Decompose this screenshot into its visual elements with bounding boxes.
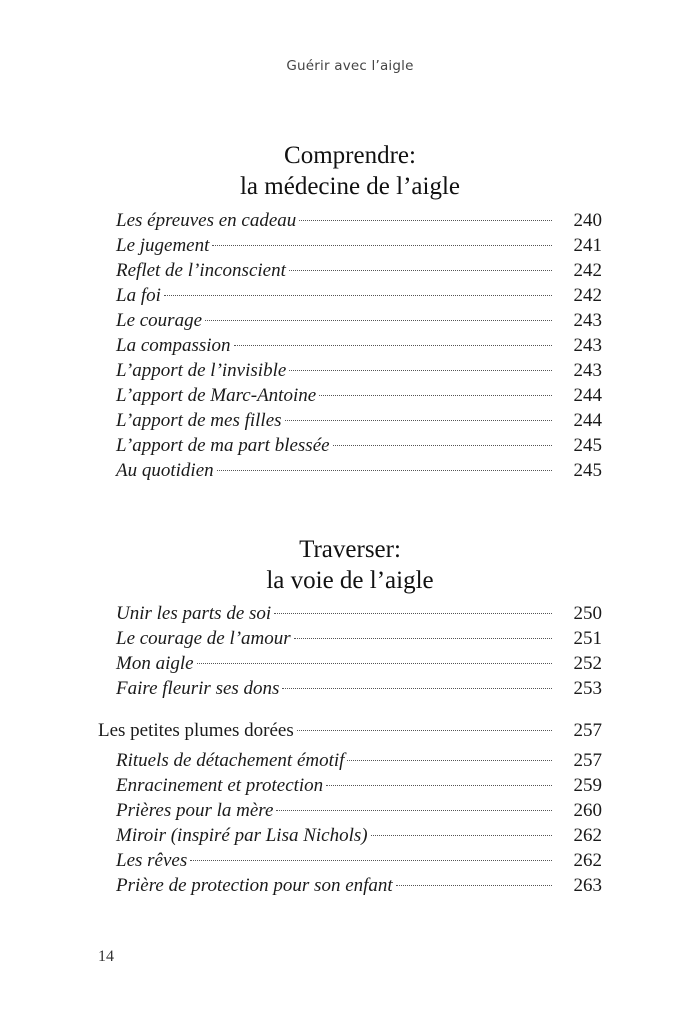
toc-entry-page: 240 xyxy=(573,210,602,231)
toc-entry-label: Les rêves xyxy=(116,850,188,871)
page-number: 14 xyxy=(98,948,114,965)
toc-entry[interactable] xyxy=(98,798,602,823)
toc-entry-label: Les épreuves en cadeau xyxy=(116,210,297,231)
section-title-line1: Traverser: xyxy=(299,536,401,563)
toc-entry-label: Les petites plumes dorées xyxy=(98,720,294,741)
toc-entry-page: 241 xyxy=(573,235,602,256)
toc-entry[interactable] xyxy=(98,358,602,383)
toc-entry[interactable] xyxy=(98,383,602,408)
toc-entry-label: Unir les parts de soi xyxy=(116,603,272,624)
toc-entry-page: 262 xyxy=(573,825,602,846)
toc-entry-page: 257 xyxy=(573,750,602,771)
toc-entry-page: 244 xyxy=(573,410,602,431)
toc-entry[interactable] xyxy=(98,433,602,458)
toc-list-comprendre xyxy=(98,208,602,483)
toc-list-traverser xyxy=(98,601,602,701)
toc-entry-label: L’apport de l’invisible xyxy=(116,360,287,381)
dot-leader xyxy=(164,295,552,296)
toc-entry[interactable] xyxy=(98,333,602,358)
section-title-line2: la médecine de l’aigle xyxy=(239,173,461,200)
dot-leader xyxy=(274,613,552,614)
toc-entry[interactable] xyxy=(98,258,602,283)
section-title-traverser xyxy=(0,534,700,596)
toc-entry-page: 262 xyxy=(573,850,602,871)
toc-entry[interactable] xyxy=(98,233,602,258)
toc-entry-page: 260 xyxy=(573,800,602,821)
toc-entry[interactable] xyxy=(98,748,602,773)
toc-entry-main[interactable] xyxy=(98,718,602,743)
dot-leader xyxy=(190,860,552,861)
toc-entry[interactable] xyxy=(98,208,602,233)
section-title-comprendre xyxy=(0,140,700,202)
toc-entry[interactable] xyxy=(98,308,602,333)
toc-entry[interactable] xyxy=(98,773,602,798)
toc-entry-page: 263 xyxy=(573,875,602,896)
toc-entry-label: La compassion xyxy=(116,335,231,356)
toc-entry[interactable] xyxy=(98,873,602,898)
dot-leader xyxy=(282,688,552,689)
toc-entry[interactable] xyxy=(98,626,602,651)
dot-leader xyxy=(289,270,552,271)
dot-leader xyxy=(205,320,552,321)
dot-leader xyxy=(371,835,552,836)
toc-entry[interactable] xyxy=(98,408,602,433)
toc-entry-page: 242 xyxy=(573,285,602,306)
dot-leader xyxy=(319,395,552,396)
toc-entry-page: 245 xyxy=(573,435,602,456)
toc-entry-label: Mon aigle xyxy=(116,653,194,674)
dot-leader xyxy=(294,638,552,639)
running-head: Guérir avec l’aigle xyxy=(286,58,414,74)
toc-entry-label: La foi xyxy=(116,285,161,306)
dot-leader xyxy=(212,245,552,246)
toc-entry-label: Le jugement xyxy=(116,235,210,256)
toc-entry-page: 245 xyxy=(573,460,602,481)
toc-entry-label: Reflet de l’inconscient xyxy=(116,260,286,281)
dot-leader xyxy=(217,470,552,471)
dot-leader xyxy=(326,785,552,786)
toc-entry-page: 253 xyxy=(573,678,602,699)
toc-entry[interactable] xyxy=(98,458,602,483)
dot-leader xyxy=(276,810,552,811)
toc-entry[interactable] xyxy=(98,823,602,848)
toc-entry[interactable] xyxy=(98,651,602,676)
toc-entry-page: 252 xyxy=(573,653,602,674)
toc-entry[interactable] xyxy=(98,848,602,873)
toc-entry-label: L’apport de mes filles xyxy=(116,410,282,431)
toc-entry-page: 244 xyxy=(573,385,602,406)
toc-entry-label: Prières pour la mère xyxy=(116,800,274,821)
dot-leader xyxy=(333,445,552,446)
toc-entry[interactable] xyxy=(98,676,602,701)
section-title-line2: la voie de l’aigle xyxy=(266,567,434,594)
toc-entry-label: Rituels de détachement émotif xyxy=(116,750,345,771)
toc-entry-page: 243 xyxy=(573,310,602,331)
toc-entry[interactable] xyxy=(98,601,602,626)
toc-entry-label: Enracinement et protection xyxy=(116,775,324,796)
toc-entry-page: 242 xyxy=(573,260,602,281)
dot-leader xyxy=(234,345,552,346)
toc-entry-page: 243 xyxy=(573,335,602,356)
dot-leader xyxy=(289,370,552,371)
toc-entry-label: Prière de protection pour son enfant xyxy=(116,875,393,896)
toc-entry-page: 257 xyxy=(573,720,602,741)
toc-entry-label: Miroir (inspiré par Lisa Nichols) xyxy=(116,825,368,846)
dot-leader xyxy=(396,885,552,886)
toc-entry-label: Le courage xyxy=(116,310,203,331)
dot-leader xyxy=(285,420,552,421)
dot-leader xyxy=(299,220,552,221)
dot-leader xyxy=(347,760,552,761)
toc-entry-page: 243 xyxy=(573,360,602,381)
toc-entry-page: 259 xyxy=(573,775,602,796)
toc-entry-label: Faire fleurir ses dons xyxy=(116,678,280,699)
toc-entry-label: L’apport de Marc-Antoine xyxy=(116,385,317,406)
toc-entry-page: 251 xyxy=(573,628,602,649)
toc-list-plumes-items xyxy=(98,748,602,898)
toc-entry[interactable] xyxy=(98,283,602,308)
dot-leader xyxy=(297,730,552,731)
toc-entry-label: L’apport de ma part blessée xyxy=(116,435,330,456)
dot-leader xyxy=(197,663,552,664)
section-title-line1: Comprendre: xyxy=(284,142,416,169)
toc-list-plumes xyxy=(98,718,602,743)
toc-entry-label: Au quotidien xyxy=(116,460,214,481)
toc-entry-label: Le courage de l’amour xyxy=(116,628,291,649)
toc-entry-page: 250 xyxy=(573,603,602,624)
